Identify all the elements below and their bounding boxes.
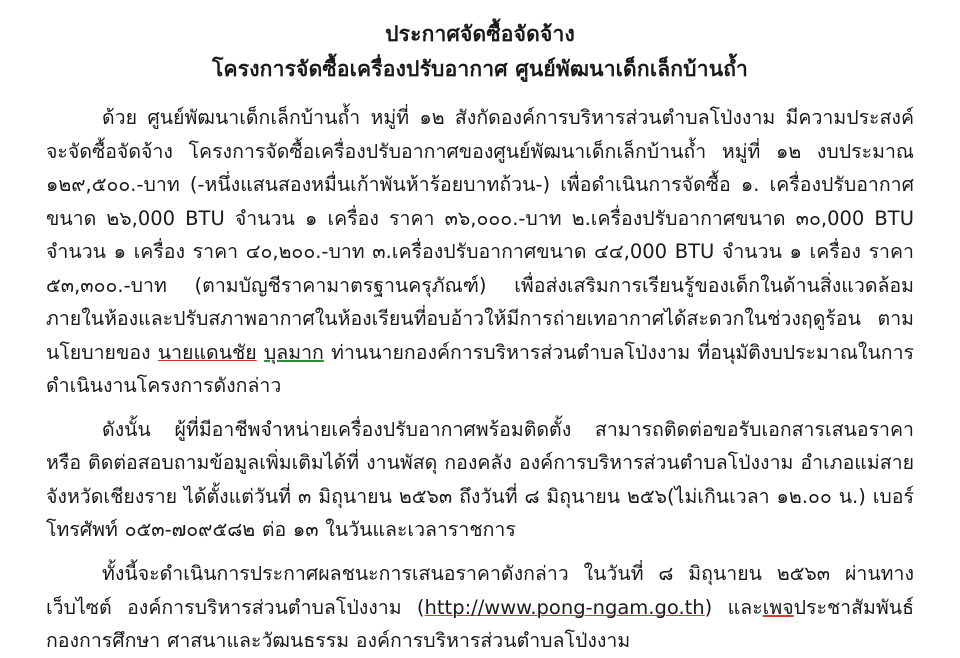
page-subtitle: โครงการจัดซื้อเครื่องปรับอากาศ ศูนย์พัฒนาเด็กเล็กบ้านถ้ำ xyxy=(212,56,748,81)
paragraph-3 xyxy=(46,557,914,658)
paragraph-3-text-c: ประชาสัมพันธ์ กองการศึกษา ศาสนาและวัฒนธรรม องค์การบริหารส่วนตำบลโป่งงาม xyxy=(46,595,914,653)
paragraph-3-text-b: ) และ xyxy=(704,595,763,619)
name-space xyxy=(257,341,264,364)
paragraph-1 xyxy=(46,101,914,403)
mayor-name-last: บุลมาก xyxy=(263,340,324,364)
document-body xyxy=(46,101,914,658)
flagged-word: เพจ xyxy=(762,595,794,619)
website-link[interactable]: http://www.pong-ngam.go.th xyxy=(424,595,705,619)
page-title: ประกาศจัดซื้อจัดจ้าง xyxy=(385,22,575,46)
paragraph-1-text-a: ด้วย ศูนย์พัฒนาเด็กเล็กบ้านถ้ำ หมู่ที่ ๑๒ สังกัดองค์การบริหารส่วนตำบลโป่งงาม มีความประสงค์จะจัดซื้อจัดจ้าง โครงการจัดซื้อเครื่องปรับอากาศของศูนย์พัฒนาเด็กเล็กบ้านถ้ำ หมู่ที่ ๑๒ งบประมาณ ๑๒๙,๕๐๐.-บาท (-หนึ่งแสนสองหมื่นเก้าพันห้าร้อยบาทถ้วน-) เพื่อดำเนินการจัดซื้อ ๑. เครื่องปรับอากาศขนาด ๒๖,000 BTU จำนวน ๑ เครื่อง ราคา ๓๖,๐๐๐.-บาท ๒.เครื่องปรับอากาศขนาด ๓๐,000 BTU จำนวน ๑ เครื่อง ราคา ๔๐,๒๐๐.-บาท ๓.เครื่องปรับอากาศขนาด ๔๔,000 BTU จำนวน ๑ เครื่อง ราคา ๕๓,๓๐๐.-บาท (ตามบัญชีราคามาตรฐานครุภัณฑ์) เพื่อส่งเสริมการเรียนรู้ของเด็กในด้านสิ่งแวดล้อมภายในห้องและปรับสภาพอากาศในห้องเรียนที่อบอ้าวให้มีการถ่ายเทอากาศได้สะดวกในช่วงฤดูร้อน ตามนโยบายของ xyxy=(46,106,914,364)
paragraph-2: ดังนั้น ผู้ที่มีอาชีพจำหน่ายเครื่องปรับอากาศพร้อมติดตั้ง สามารถติดต่อขอรับเอกสารเสนอราคา หรือ ติดต่อสอบถามข้อมูลเพิ่มเติมได้ที่ งานพัสดุ กองคลัง องค์การบริหารส่วนตำบลโป่งงาม อำเภอแม่สาย จังหวัดเชียงราย ได้ตั้งแต่วันที่ ๓ มิถุนายน ๒๕๖๓ ถึงวันที่ ๘ มิถุนายน ๒๕๖(ไม่เกินเวลา ๑๒.๐๐ น.) เบอร์โทรศัพท์ ๐๕๓-๗๐๙๕๘๒ ต่อ ๑๓ ในวันและเวลาราชการ xyxy=(46,417,914,542)
mayor-name-first: นายแดนชัย xyxy=(157,340,257,364)
paragraph-3-text-a: ทั้งนี้จะดำเนินการประกาศผลชนะการเสนอราคาดังกล่าว ในวันที่ ๘ มิถุนายน ๒๕๖๓ ผ่านทางเว็บไซต์ องค์การบริหารส่วนตำบลโป่งงาม ( xyxy=(46,562,914,619)
paragraph-1-text-b: ท่านนายกองค์การบริหารส่วนตำบลโป่งงาม ที่อนุมัติงบประมาณในการดำเนินงานโครงการดังกล่าว xyxy=(46,340,915,398)
